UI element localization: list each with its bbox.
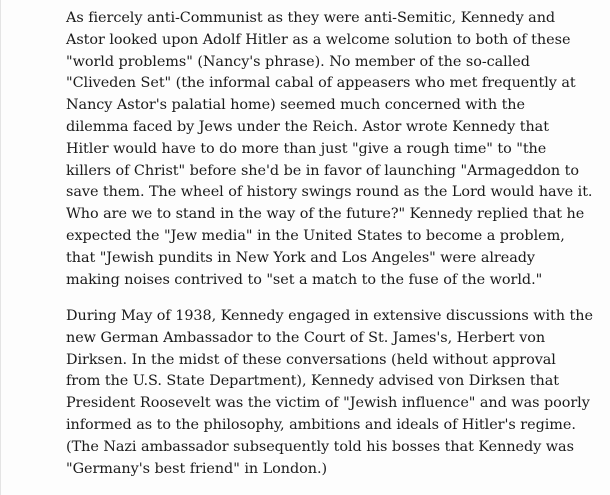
text-line: that "Jewish pundits in New York and Los Angeles" were already — [66, 249, 535, 266]
text-line: President Roosevelt was the victim of "Jewish influence" and was poorly — [66, 395, 590, 412]
text-line: new German Ambassador to the Court of St. James's, Herbert von — [66, 329, 546, 346]
text-line: "Germany's best friend" in London.) — [66, 460, 328, 477]
text-line: Dirksen. In the midst of these conversations (held without approval — [66, 351, 556, 368]
text-line: killers of Christ" before she'd be in favor of launching "Armageddon to — [66, 162, 580, 179]
text-line: expected the "Jew media" in the United States to become a problem, — [66, 227, 565, 244]
text-line: Who are we to stand in the way of the future?" Kennedy replied that he — [66, 206, 585, 223]
text-line: "world problems" (Nancy's phrase). No member of the so-called — [66, 53, 530, 70]
text-line: Astor looked upon Adolf Hitler as a welcome solution to both of these — [66, 31, 571, 48]
paragraph-2 — [66, 306, 593, 480]
text-line: "Cliveden Set" (the informal cabal of appeasers who met frequently at — [66, 75, 576, 92]
text-line: save them. The wheel of history swings round as the Lord would have it. — [66, 184, 593, 201]
text-line: As fiercely anti-Communist as they were anti-Semitic, Kennedy and — [66, 10, 556, 26]
text-line: Hitler would have to do more than just "give a rough time" to "the — [66, 140, 547, 157]
text-line: from the U.S. State Department), Kennedy advised von Dirksen that — [66, 373, 560, 390]
text-line: informed as to the philosophy, ambitions and ideals of Hitler's regime. — [66, 416, 576, 433]
text-line: (The Nazi ambassador subsequently told his bosses that Kennedy was — [66, 438, 574, 455]
text-line: During May of 1938, Kennedy engaged in extensive discussions with the — [66, 308, 593, 324]
paragraph-1 — [66, 8, 592, 291]
text-line: making noises contrived to "set a match to the fuse of the world." — [66, 271, 543, 288]
text-line: dilemma faced by Jews under the Reich. Astor wrote Kennedy that — [66, 118, 549, 135]
text-line: Nancy Astor's palatial home) seemed much concerned with the — [66, 97, 525, 114]
